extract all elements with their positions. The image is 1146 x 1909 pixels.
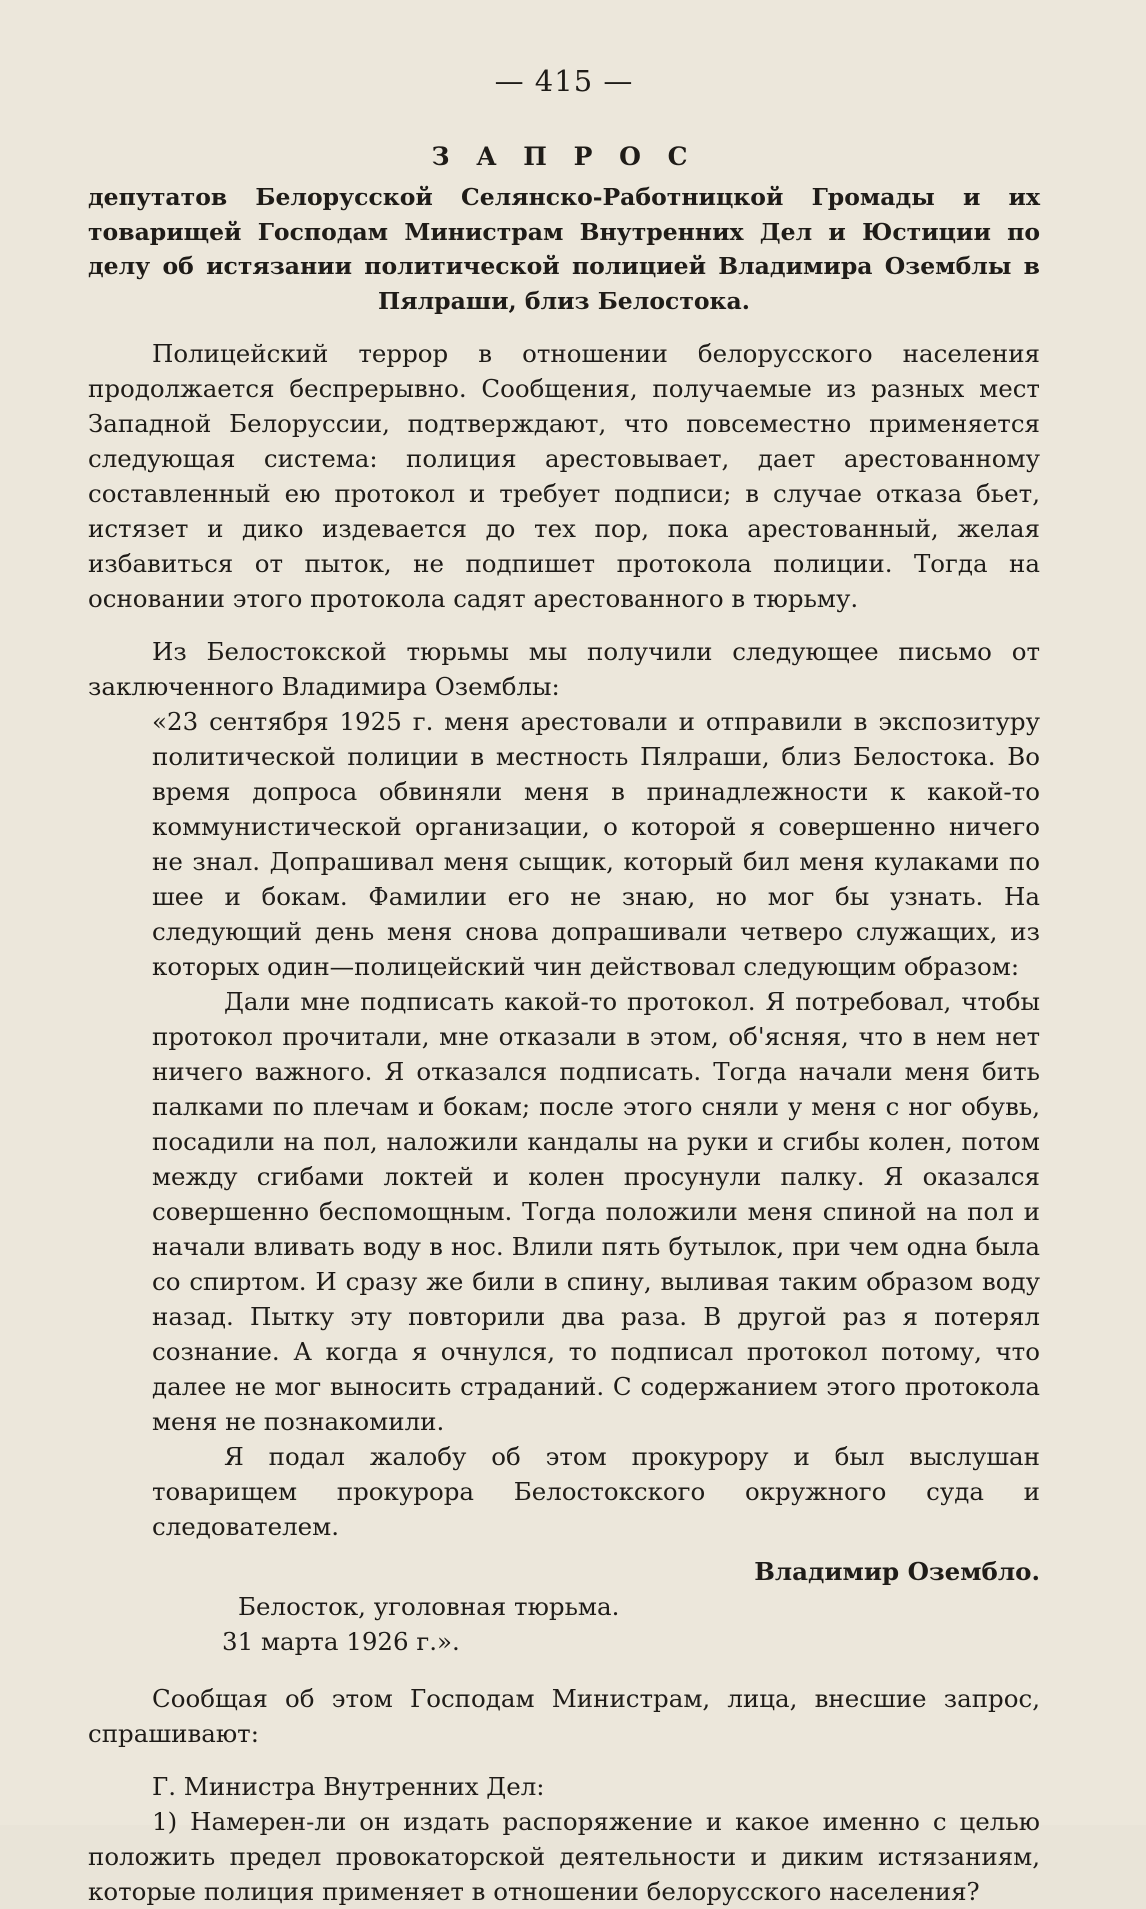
letter-place: Белосток, уголовная тюрьма.: [238, 1592, 620, 1621]
letter-date: 31 марта 1926 г.».: [222, 1627, 460, 1656]
letter-paragraph-arrest: «23 сентября 1925 г. меня арестовали и отправили в экспозитуру политической полиции в местность Пялраши, близ Белостока. Во время допроса обвиняли меня в принадлежности к какой-то коммунистической организации, о которой я совершенно ничего не знал. Допрашивал меня сыщик, который бил меня кулаками по шее и бокам. Фамилии его не знаю, но мог бы узнать. На следующий день меня снова допрашивали четверо служащих, из которых один—полицейский чин действовал следующим образом:: [152, 707, 1040, 981]
letter-intro-paragraph: Из Белостокской тюрьмы мы получили следующее письмо от заключенного Владимира Оземблы:: [88, 637, 1040, 701]
closing-paragraph: Сообщая об этом Господам Министрам, лица, внесшие запрос, спрашивают:: [88, 1684, 1040, 1748]
intro-paragraph: Полицейский террор в отношении белорусского населения продолжается беспрерывно. Сообщения, получаемые из разных мест Западной Белоруссии, подтверждают, что повсеместно применяется следующая система: полиция арестовывает, дает арестованному составленный ею протокол и требует подписи; в случае отказа бьет, истязет и дико издевается до тех пор, пока арестованный, желая избавиться от пыток, не подпишет протокола полиции. Тогда на основании этого протокола садят арестованного в тюрьму.: [88, 339, 1040, 613]
page-number: — 415 —: [494, 64, 634, 98]
letter-quote: [152, 704, 1040, 1589]
document-subtitle: депутатов Белорусской Селянско-Работницкой Громады и их товарищей Господам Министрам Внутренних Дел и Юстиции по делу об истязании политической полицией Владимира Оземблы в Пялраши, близ Белостока.: [88, 183, 1040, 315]
document-title: З А П Р О С: [431, 142, 697, 171]
document-body: [88, 62, 1040, 1909]
letter-body: [152, 984, 1040, 1544]
letter-paragraph-torture: Дали мне подписать какой-то протокол. Я потребовал, чтобы протокол прочитали, мне отказали в этом, об'ясняя, что в нем нет ничего важного. Я отказался подписать. Тогда начали меня бить палками по плечам и бокам; после этого сняли у меня с ног обувь, посадили на пол, наложили кандалы на руки и сгибы колен, потом между сгибами локтей и колен просунули палку. Я оказался совершенно беспомощным. Тогда положили меня спиной на пол и начали вливать воду в нос. Влили пять бутылок, при чем одна была со спиртом. И сразу же били в спину, выливая таким образом воду назад. Пытку эту повторили два раза. В другой раз я потерял сознание. А когда я очнулся, то подписал протокол потому, что далее не мог выносить страданий. С содержанием этого протокола меня не познакомили.: [152, 987, 1040, 1436]
letter-signature: Владимир Озембло.: [754, 1557, 1040, 1586]
question-1: 1) Намерен-ли он издать распоряжение и какое именно с целью положить предел провокаторской деятельности и диким истязаниям, которые полиция применяет в отношении белорусского населения?: [88, 1807, 1040, 1906]
letter-paragraph-complaint: Я подал жалобу об этом прокурору и был выслушан товарищем прокурора Белостокского окружного суда и следователем.: [152, 1442, 1040, 1541]
minister-heading: Г. Министра Внутренних Дел:: [152, 1772, 545, 1801]
